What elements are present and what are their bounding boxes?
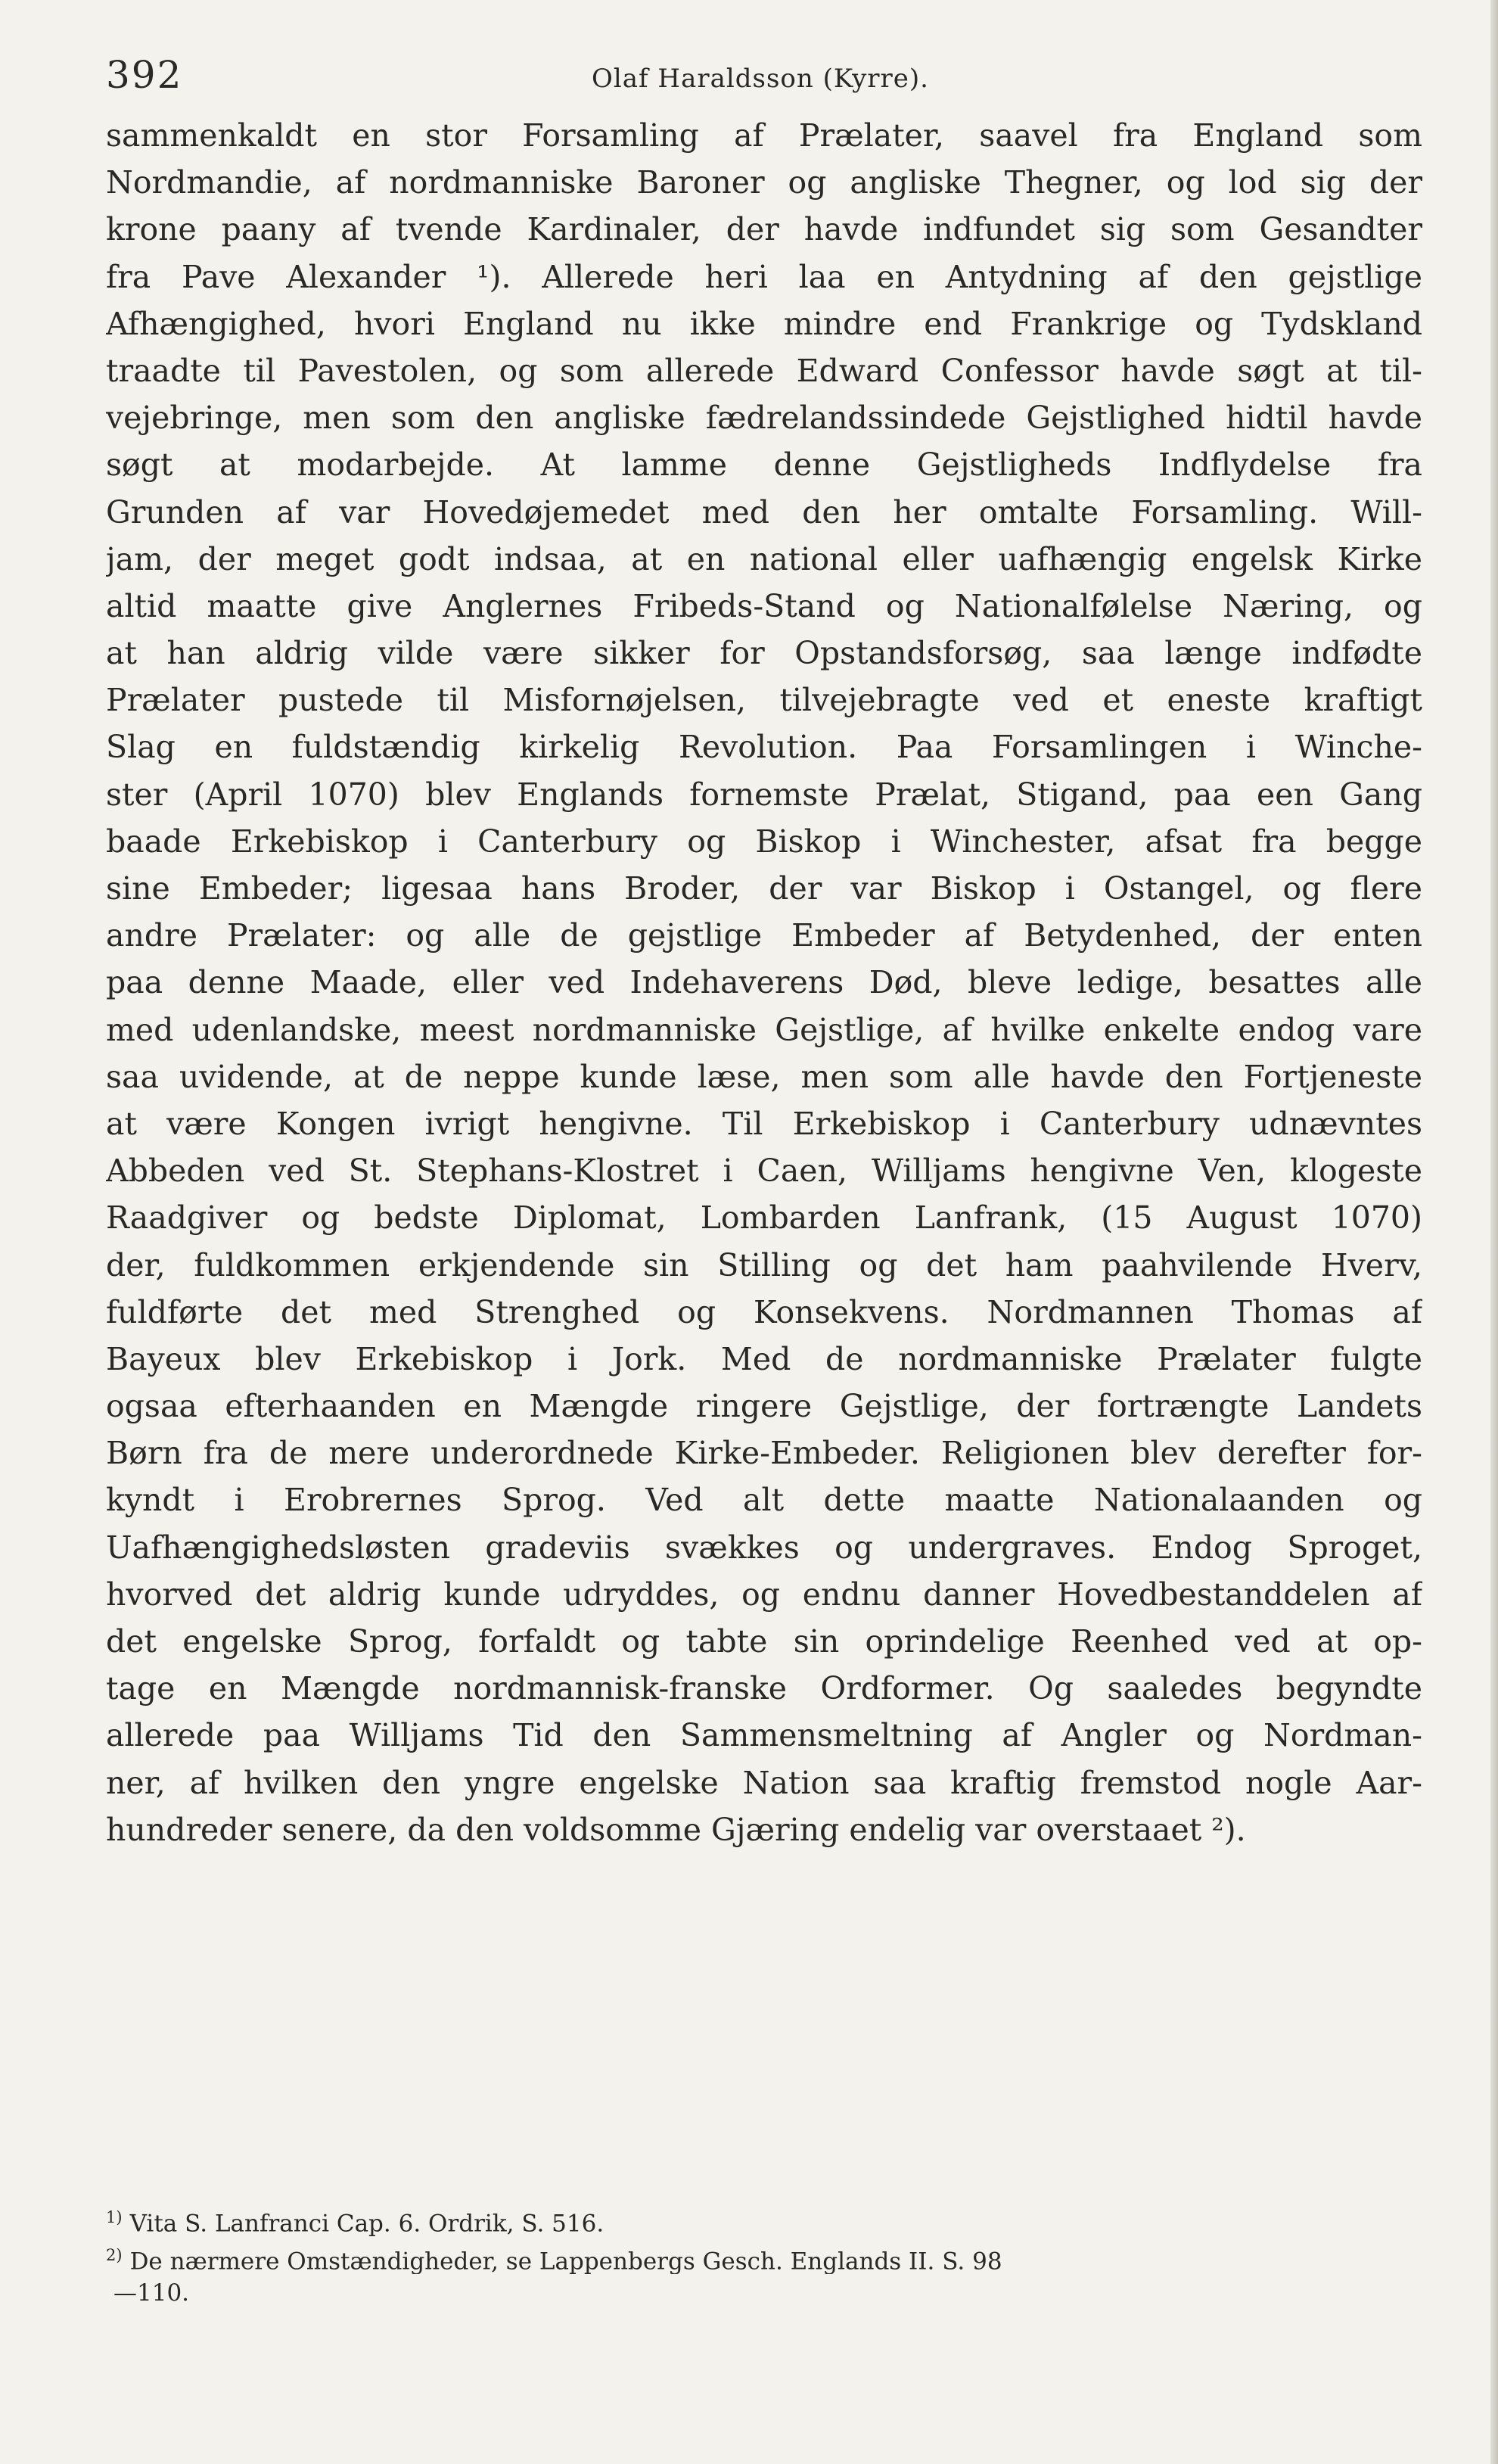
text-line: saa uvidende, at de neppe kunde læse, men som alle havde den Fortjeneste bbox=[106, 1058, 1422, 1095]
text-line: det engelske Sprog, forfaldt og tabte sin oprindelige Reenhed ved at op- bbox=[106, 1623, 1422, 1660]
footnotes bbox=[106, 2198, 1422, 2312]
text-line: Grunden af var Hovedøjemedet med den her omtalte Forsamling. Will- bbox=[106, 493, 1422, 530]
footnote-text: De nærmere Omstændigheder, se Lappenbergs Gesch. Englands II. S. 98 bbox=[129, 2248, 1002, 2274]
text-line: paa denne Maade, eller ved Indehaverens Død, bleve ledige, besattes alle bbox=[106, 964, 1422, 1001]
body-text bbox=[106, 112, 1422, 1853]
text-line: hvorved det aldrig kunde udryddes, og endnu danner Hovedbestanddelen af bbox=[106, 1576, 1422, 1613]
text-line: ner, af hvilken den yngre engelske Nation saa kraftig fremstod nogle Aar- bbox=[106, 1764, 1422, 1801]
text-line: andre Prælater: og alle de gejstlige Embeder af Betydenhed, der enten bbox=[106, 917, 1422, 954]
text-line: vejebringe, men som den angliske fædrelandssindede Gejstlighed hidtil havde bbox=[106, 400, 1422, 437]
text-line: traadte til Pavestolen, og som allerede Edward Confessor havde søgt at til- bbox=[106, 352, 1422, 389]
text-line: ster (April 1070) blev Englands fornemste Prælat, Stigand, paa een Gang bbox=[106, 776, 1422, 813]
footnote bbox=[106, 2198, 1422, 2236]
text-line: søgt at modarbejde. At lamme denne Gejstligheds Indflydelse fra bbox=[106, 446, 1422, 484]
text-line: at være Kongen ivrigt hengivne. Til Erkebiskop i Canterbury udnævntes bbox=[106, 1105, 1422, 1142]
footnote-continuation bbox=[106, 2274, 1422, 2312]
text-line: hundreder senere, da den voldsomme Gjæring endelig var overstaaet ²). bbox=[106, 1811, 1246, 1848]
text-line: sine Embeder; ligesaa hans Broder, der var Biskop i Ostangel, og flere bbox=[106, 870, 1422, 907]
text-line: allerede paa Willjams Tid den Sammensmeltning af Angler og Nordman- bbox=[106, 1717, 1422, 1754]
footnote-text: Vita S. Lanfranci Cap. 6. Ordrik, S. 516. bbox=[129, 2210, 604, 2236]
text-line: sammenkaldt en stor Forsamling af Prælater, saavel fra England som bbox=[106, 117, 1422, 154]
page-number: 392 bbox=[106, 53, 183, 97]
running-head: Olaf Haraldsson (Kyrre). bbox=[592, 64, 929, 94]
footnote-mark: 1) bbox=[106, 2208, 123, 2226]
text-line: der, fuldkommen erkjendende sin Stilling og det ham paahvilende Hverv, bbox=[106, 1246, 1422, 1283]
text-line: Uafhængighedsløsten gradeviis svækkes og undergraves. Endog Sproget, bbox=[106, 1529, 1422, 1566]
text-line: kyndt i Erobrernes Sprog. Ved alt dette maatte Nationalaanden og bbox=[106, 1482, 1422, 1519]
text-line: Børn fra de mere underordnede Kirke-Embeder. Religionen blev derefter for- bbox=[106, 1435, 1422, 1472]
text-line: Afhængighed, hvori England nu ikke mindre end Frankrige og Tydskland bbox=[106, 305, 1422, 342]
text-line: jam, der meget godt indsaa, at en national eller uafhængig engelsk Kirke bbox=[106, 540, 1422, 577]
page-edge bbox=[1490, 0, 1498, 2464]
text-line: fuldførte det med Strenghed og Konsekvens. Nordmannen Thomas af bbox=[106, 1293, 1422, 1330]
text-line: Bayeux blev Erkebiskop i Jork. Med de nordmanniske Prælater fulgte bbox=[106, 1340, 1422, 1377]
text-line: ogsaa efterhaanden en Mængde ringere Gejstlige, der fortrængte Landets bbox=[106, 1388, 1422, 1425]
footnote-text: —110. bbox=[113, 2279, 190, 2307]
footnote-mark: 2) bbox=[106, 2246, 123, 2264]
text-line: at han aldrig vilde være sikker for Opstandsforsøg, saa længe indfødte bbox=[106, 635, 1422, 672]
footnote bbox=[106, 2236, 1422, 2274]
text-line: altid maatte give Anglernes Fribeds-Stand og Nationalfølelse Næring, og bbox=[106, 587, 1422, 624]
text-line: tage en Mængde nordmannisk-franske Ordformer. Og saaledes begyndte bbox=[106, 1670, 1422, 1707]
text-line: Slag en fuldstændig kirkelig Revolution. Paa Forsamlingen i Winche- bbox=[106, 729, 1422, 766]
text-line: Nordmandie, af nordmanniske Baroner og angliske Thegner, og lod sig der bbox=[106, 164, 1422, 201]
text-line: Raadgiver og bedste Diplomat, Lombarden Lanfrank, (15 August 1070) bbox=[106, 1199, 1422, 1237]
text-line: med udenlandske, meest nordmanniske Gejstlige, af hvilke enkelte endog vare bbox=[106, 1011, 1422, 1048]
page-header bbox=[106, 53, 1415, 106]
text-line: baade Erkebiskop i Canterbury og Biskop i Winchester, afsat fra begge bbox=[106, 823, 1422, 860]
text-line: Prælater pustede til Misfornøjelsen, tilvejebragte ved et eneste kraftigt bbox=[106, 682, 1422, 719]
text-line: krone paany af tvende Kardinaler, der havde indfundet sig som Gesandter bbox=[106, 211, 1422, 248]
text-line: Abbeden ved St. Stephans-Klostret i Caen, Willjams hengivne Ven, klogeste bbox=[106, 1153, 1422, 1190]
text-line: fra Pave Alexander ¹). Allerede heri laa en Antydning af den gejstlige bbox=[106, 258, 1422, 295]
